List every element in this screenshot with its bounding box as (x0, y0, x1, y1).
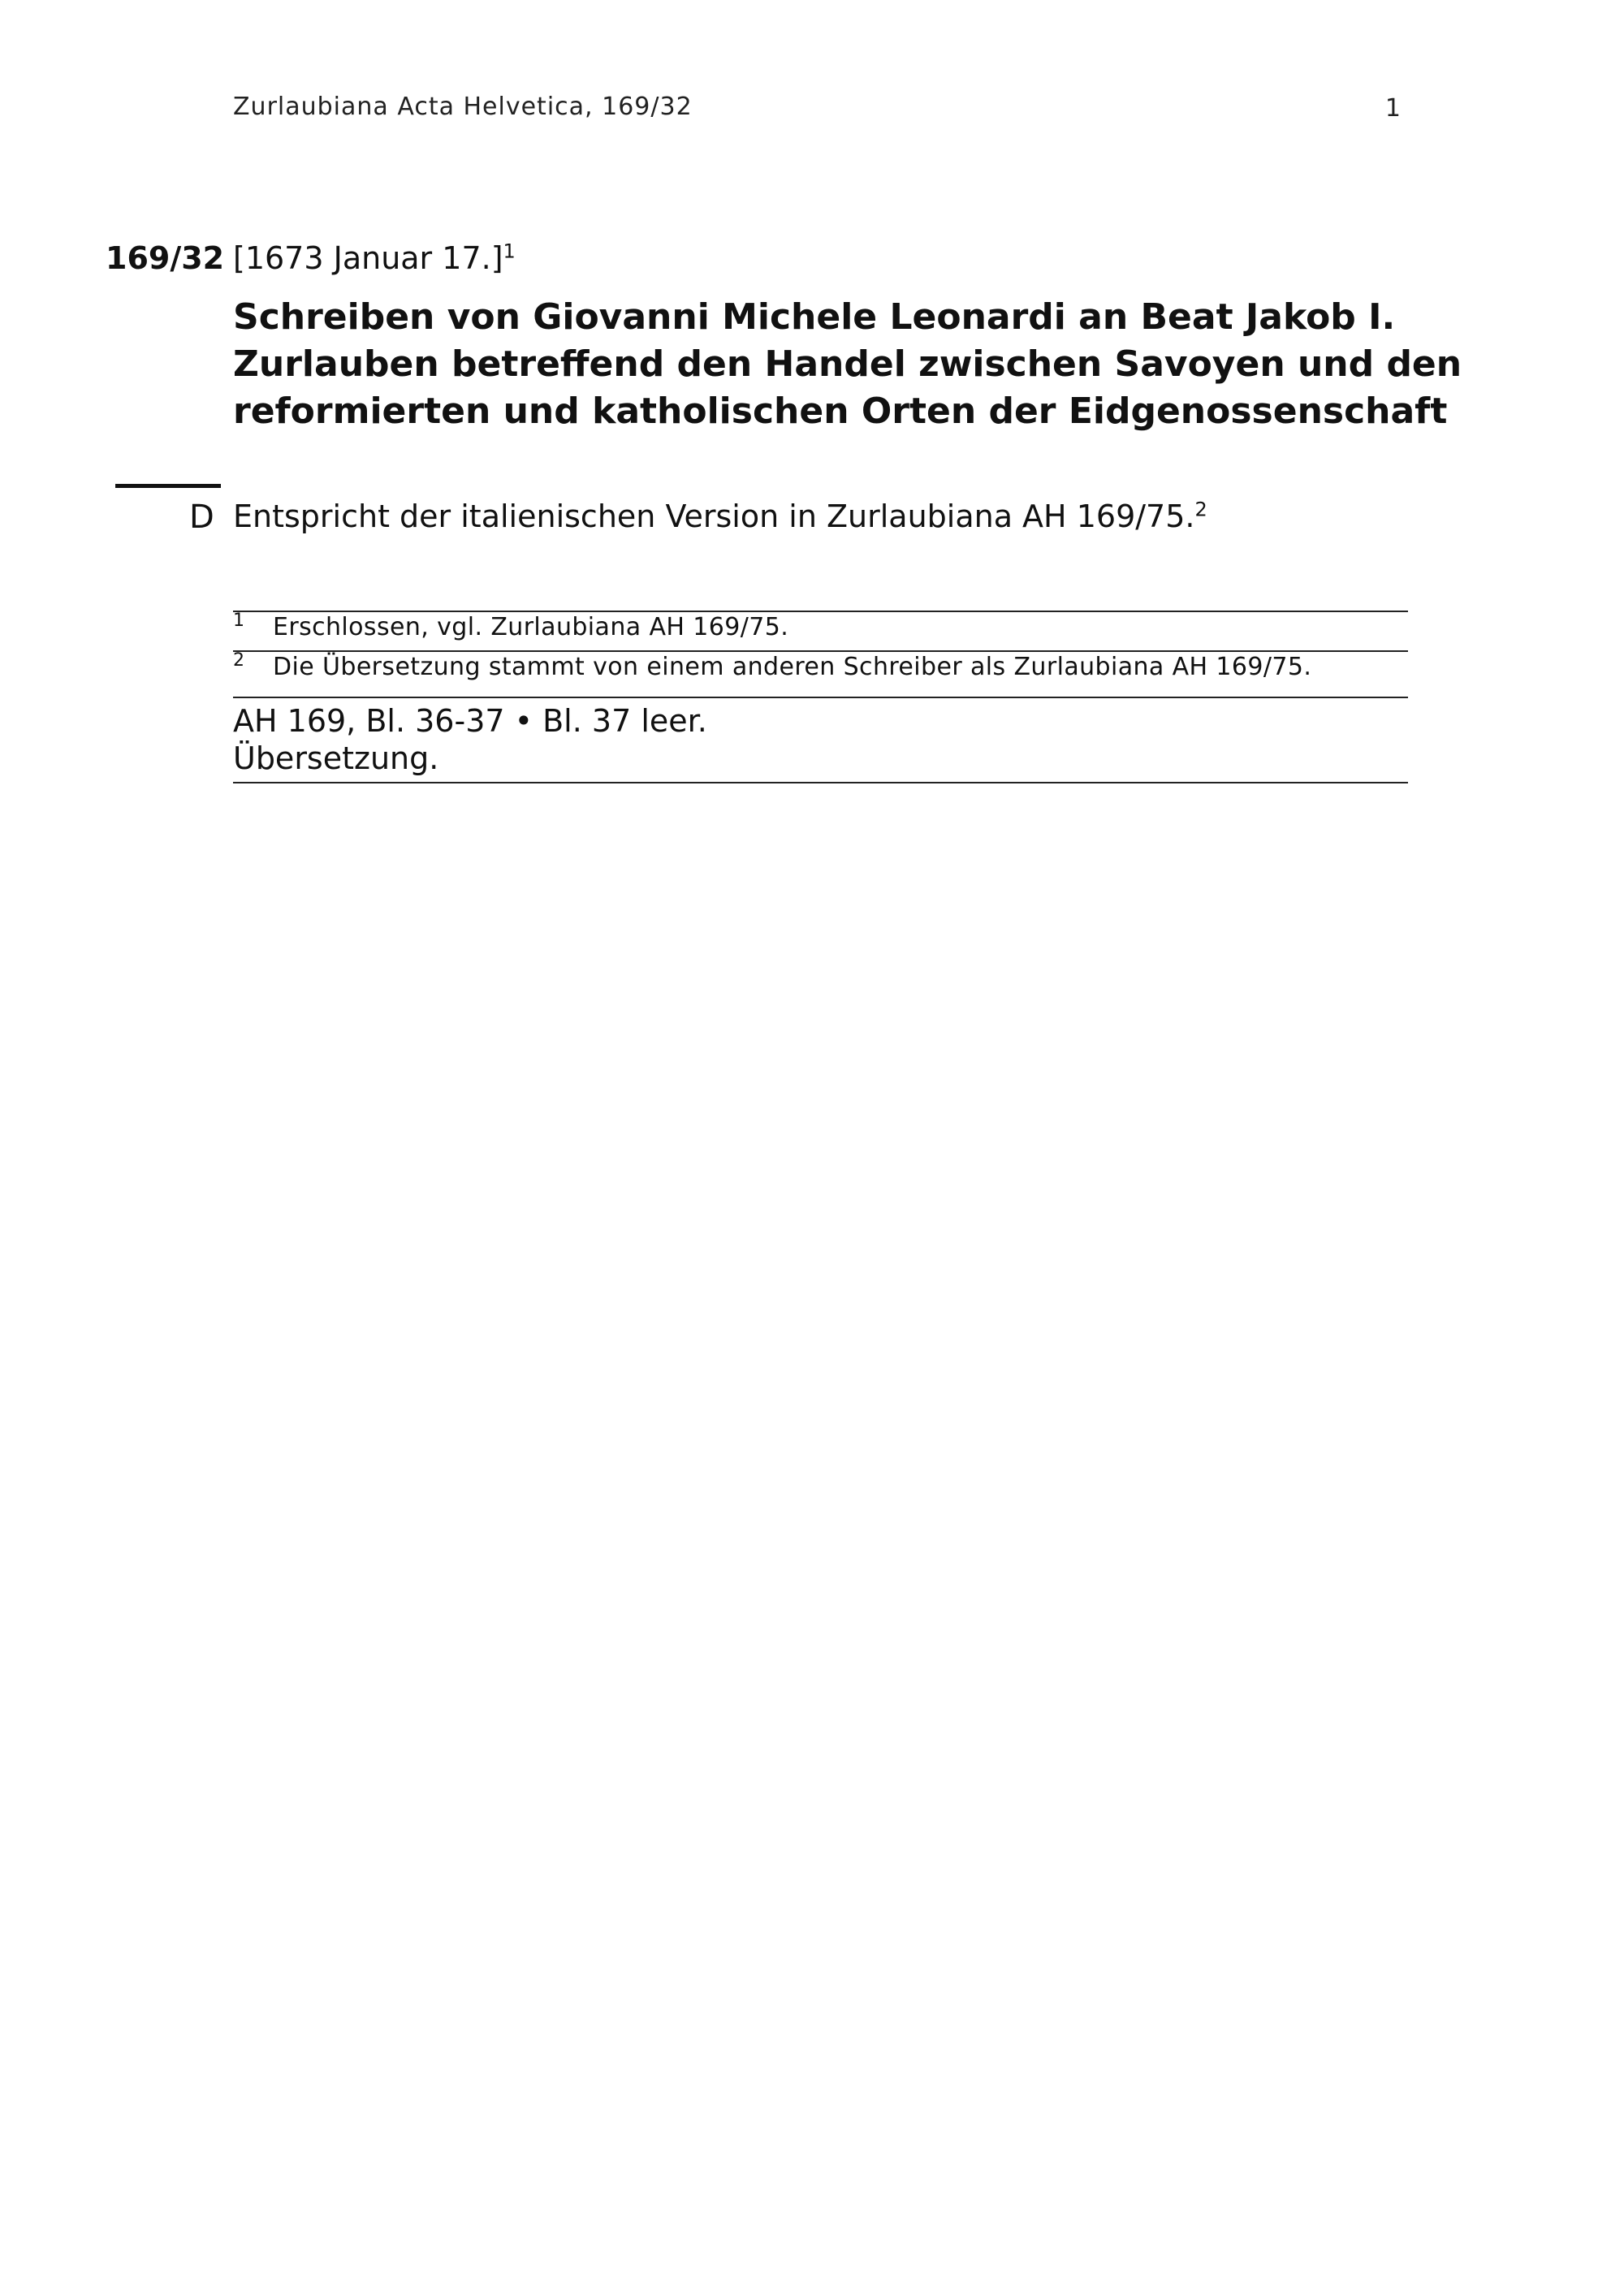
footnote-ref-1: 1 (503, 240, 516, 263)
footnote-top-rule (233, 611, 1408, 612)
entry-text-body: Entspricht der italienischen Version in Zurlaubiana AH 169/75. (233, 498, 1195, 534)
document-date (233, 240, 516, 276)
footnote-text: Die Übersetzung stammt von einem anderen Schreiber als Zurlaubiana AH 169/75. (273, 653, 1312, 681)
entry-marker: D (189, 498, 214, 536)
source-reference: AH 169, Bl. 36-37 • Bl. 37 leer. (233, 703, 707, 739)
document-title (233, 294, 1462, 435)
running-head-title: Zurlaubiana Acta Helvetica, 169/32 (233, 93, 693, 121)
footnote-number: 1 (233, 611, 244, 631)
title-line: reformierten und katholischen Orten der Eidgenossenschaft (233, 391, 1448, 432)
document-number: 169/32 (106, 240, 225, 276)
title-line: Schreiben von Giovanni Michele Leonardi an Beat Jakob I. (233, 296, 1396, 338)
source-bottom-rule (233, 782, 1408, 783)
source-top-rule (233, 697, 1408, 698)
page-number: 1 (1384, 94, 1401, 123)
footnote-text: Erschlossen, vgl. Zurlaubiana AH 169/75. (273, 613, 789, 641)
source-description: Übersetzung. (233, 740, 439, 776)
footnote-divider (233, 650, 1408, 652)
entry-text (233, 498, 1207, 534)
margin-rule (115, 484, 221, 488)
footnote-number: 2 (233, 650, 244, 671)
footnote-ref-2: 2 (1194, 498, 1207, 521)
title-line: Zurlauben betreffend den Handel zwischen Savoyen und den (233, 343, 1462, 385)
document-date-text: [1673 Januar 17.] (233, 240, 503, 276)
